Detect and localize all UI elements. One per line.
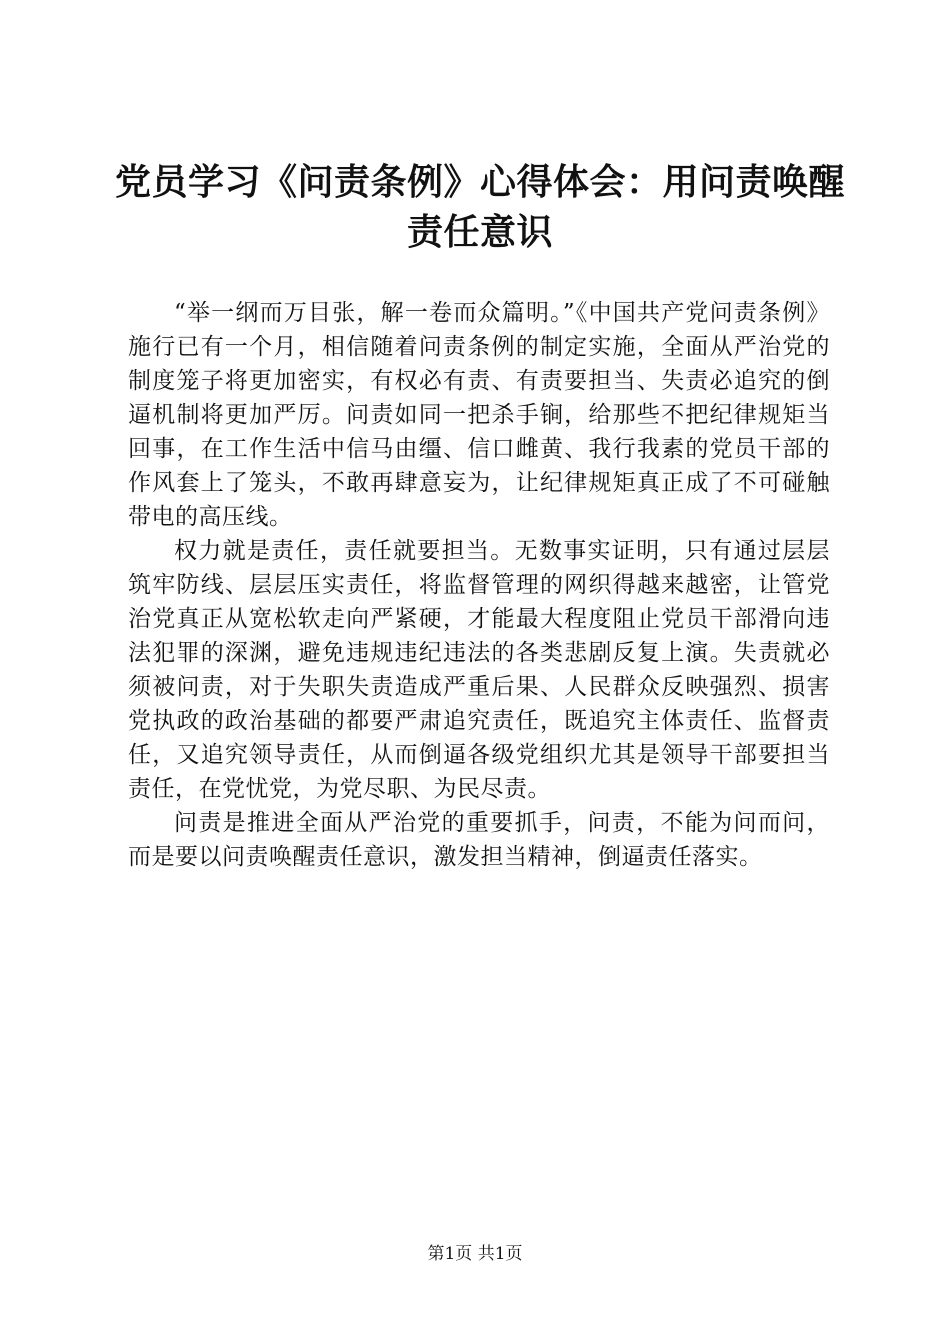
- document-title: 党员学习《问责条例》心得体会：用问责唤醒责任意识: [114, 162, 845, 253]
- paragraph-3: 问责是推进全面从严治党的重要抓手，问责，不能为问而问，而是要以问责唤醒责任意识，激发担当精神，倒逼责任落实。: [128, 810, 830, 870]
- document-body: [128, 296, 830, 874]
- paragraph-1: “举一纲而万目张，解一卷而众篇明。”《中国共产党问责条例》施行已有一个月，相信随着问责条例的制定实施，全面从严治党的制度笼子将更加密实，有权必有责、有责要担当、失责必追究的倒逼机制将更加严厉。问责如同一把杀手锏，给那些不把纪律规矩当回事，在工作生活中信马由缰、信口雌黄、我行我素的党员干部的作风套上了笼头，不敢再肆意妄为，让纪律规矩真正成了不可碰触带电的高压线。: [128, 300, 830, 530]
- page-footer: 第1页 共1页: [427, 1244, 523, 1264]
- paragraph-2: 权力就是责任，责任就要担当。无数事实证明，只有通过层层筑牢防线、层层压实责任，将监督管理的网织得越来越密，让管党治党真正从宽松软走向严紧硬，才能最大程度阻止党员干部滑向违法犯罪的深渊，避免违规违纪违法的各类悲剧反复上演。失责就必须被问责，对于失职失责造成严重后果、人民群众反映强烈、损害党执政的政治基础的都要严肃追究责任，既追究主体责任、监督责任，又追究领导责任，从而倒逼各级党组织尤其是领导干部要担当责任，在党忧党，为党尽职、为民尽责。: [128, 538, 830, 802]
